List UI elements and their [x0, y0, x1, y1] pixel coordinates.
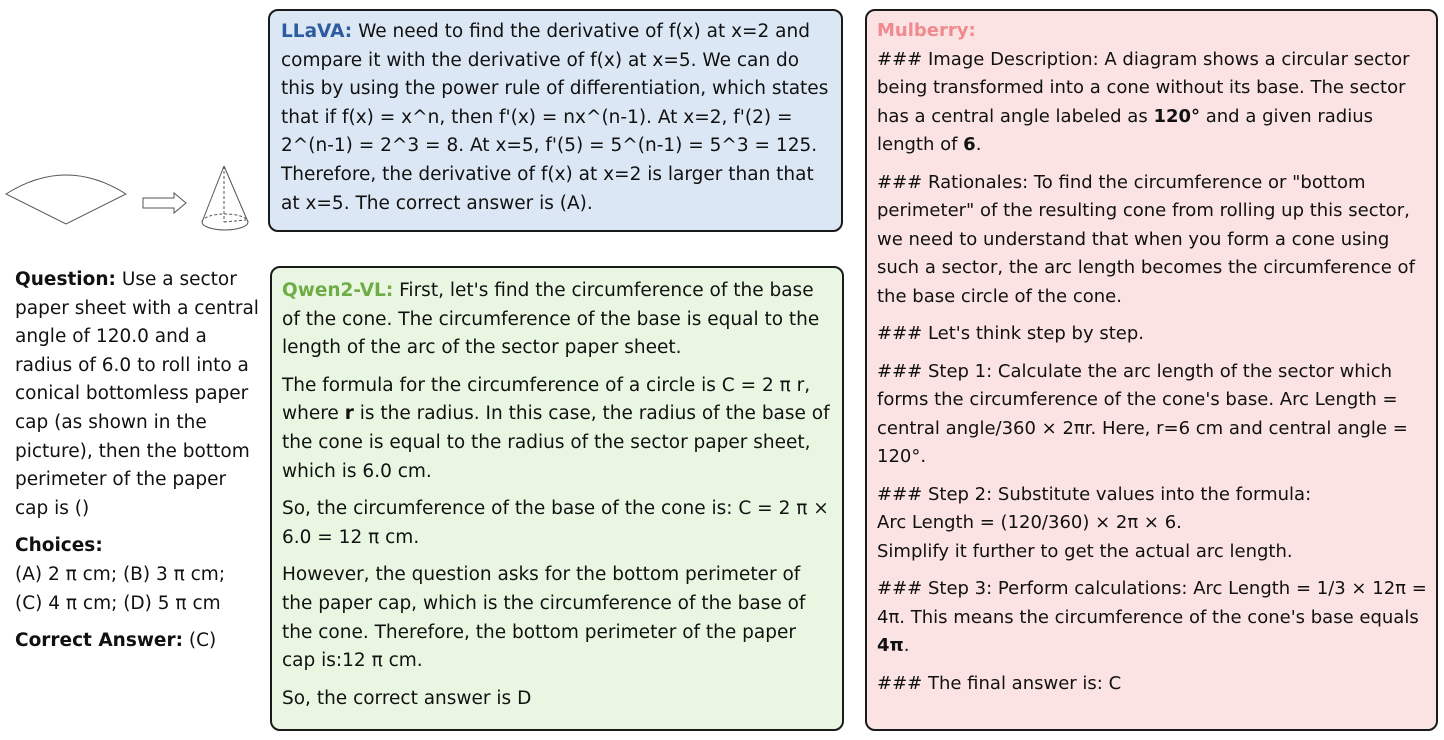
step3-value: 4π — [877, 635, 904, 656]
question-block — [15, 266, 265, 523]
step3-text-a: ### Step 3: Perform calculations: Arc Length = 1/3 × 12π = 4π. This means the circumference of the cone's base equals — [877, 578, 1427, 628]
mulberry-image-description — [877, 46, 1428, 160]
mulberry-model-name: Mulberry: — [877, 20, 976, 41]
qwen-p2-bold-r: r — [344, 403, 354, 425]
llava-response — [281, 18, 831, 218]
mulberry-think-step: ### Let's think step by step. — [877, 323, 1144, 344]
answer-block — [15, 627, 265, 656]
qwen-p2-text-a: The formula for the circumference of a circle is C = 2 π r, where — [282, 374, 811, 425]
desc-text-b: and a given radius length of — [877, 105, 1374, 155]
step2-line-3: Simplify it further to get the actual arc length. — [877, 540, 1293, 562]
question-panel — [15, 266, 265, 656]
sector-shape — [6, 175, 126, 224]
answer-value: (C) — [188, 630, 217, 652]
desc-text-a: ### Image Description: A diagram shows a circular sector being transformed into a cone without its base. The sector has a central angle labeled as — [877, 48, 1410, 127]
mulberry-step-2 — [877, 481, 1428, 567]
mulberry-response-box — [865, 9, 1438, 731]
qwen-paragraph-4: However, the question asks for the bottom perimeter of the paper cap, which is the circumference of the base of the cone. Therefore, the bottom perimeter of the paper cap is:12 π cm. — [282, 564, 806, 672]
qwen-paragraph-1 — [282, 277, 832, 363]
question-label: Question: — [15, 269, 116, 290]
qwen-p2-text-b: is the radius. In this case, the radius of the base of the cone is equal to the radius of the sector paper sheet, which is 6.0 cm. — [282, 403, 830, 482]
choices-line-1: (A) 2 π cm; (B) 3 π cm; — [15, 563, 226, 585]
desc-radius-value: 6 — [963, 134, 976, 155]
qwen-p1-text: First, let's find the circumference of the base of the cone. The circumference of the base is equal to the length of the arc of the sector paper sheet. — [282, 280, 820, 359]
step2-line-2: Arc Length = (120/360) × 2π × 6. — [877, 512, 1182, 533]
step2-line-1: ### Step 2: Substitute values into the formula: — [877, 483, 1312, 505]
qwen-paragraph-3: So, the circumference of the base of the cone is: C = 2 π × 6.0 = 12 π cm. — [282, 498, 829, 548]
mulberry-step-1: ### Step 1: Calculate the arc length of the sector which forms the circumference of the cone's base. Arc Length = central angle/360 × 2πr. Here, r=6 cm and central angle = 120°. — [877, 360, 1408, 467]
choices-label: Choices: — [15, 535, 103, 557]
sector-to-cone-figure — [2, 160, 252, 240]
step3-text-b: . — [903, 635, 910, 656]
desc-angle-value: 120° — [1153, 105, 1201, 127]
qwen-paragraph-5: So, the correct answer is D — [282, 687, 532, 709]
choices-block — [15, 532, 265, 618]
answer-label: Correct Answer: — [15, 630, 183, 652]
llava-response-text: We need to find the derivative of f(x) at x=2 and compare it with the derivative of f(x) at x=5. We can do this by using the power rule of differentiation, which states that if f(x) = x^n, then f'(x) = nx^(n-1). At x=2, f'(2) = 2^(n-1) = 2^3 = 8. At x=5, f'(5) = 5^(n-1) = 5^3 = 125. Therefore, the derivative of f(x) at x=2 is larger than that at x=5. The correct answer is (A). — [281, 21, 829, 214]
llava-model-name: LLaVA: — [281, 21, 353, 42]
mulberry-rationales: ### Rationales: To find the circumference or "bottom perimeter" of the resulting cone from rolling up this sector, we need to understand that when you form a cone using such a sector, the arc length becomes the circumference of the base circle of the cone. — [877, 171, 1415, 307]
desc-text-c: . — [975, 134, 982, 155]
choices-line-2: (C) 4 π cm; (D) 5 π cm — [15, 592, 221, 614]
question-text: Use a sector paper sheet with a central angle of 120.0 and a radius of 6.0 to roll into a conical bottomless paper cap (as shown in the picture), then the bottom perimeter of the paper cap is () — [15, 269, 259, 519]
qwen-paragraph-2 — [282, 372, 832, 486]
qwen-model-name: Qwen2-VL: — [282, 280, 394, 301]
qwen-response-box — [270, 266, 844, 731]
mulberry-final-answer: ### The final answer is: C — [877, 672, 1122, 694]
right-arrow — [143, 193, 186, 213]
mulberry-step-3 — [877, 575, 1428, 661]
cone-shape — [202, 166, 248, 230]
llava-response-box — [268, 9, 843, 232]
